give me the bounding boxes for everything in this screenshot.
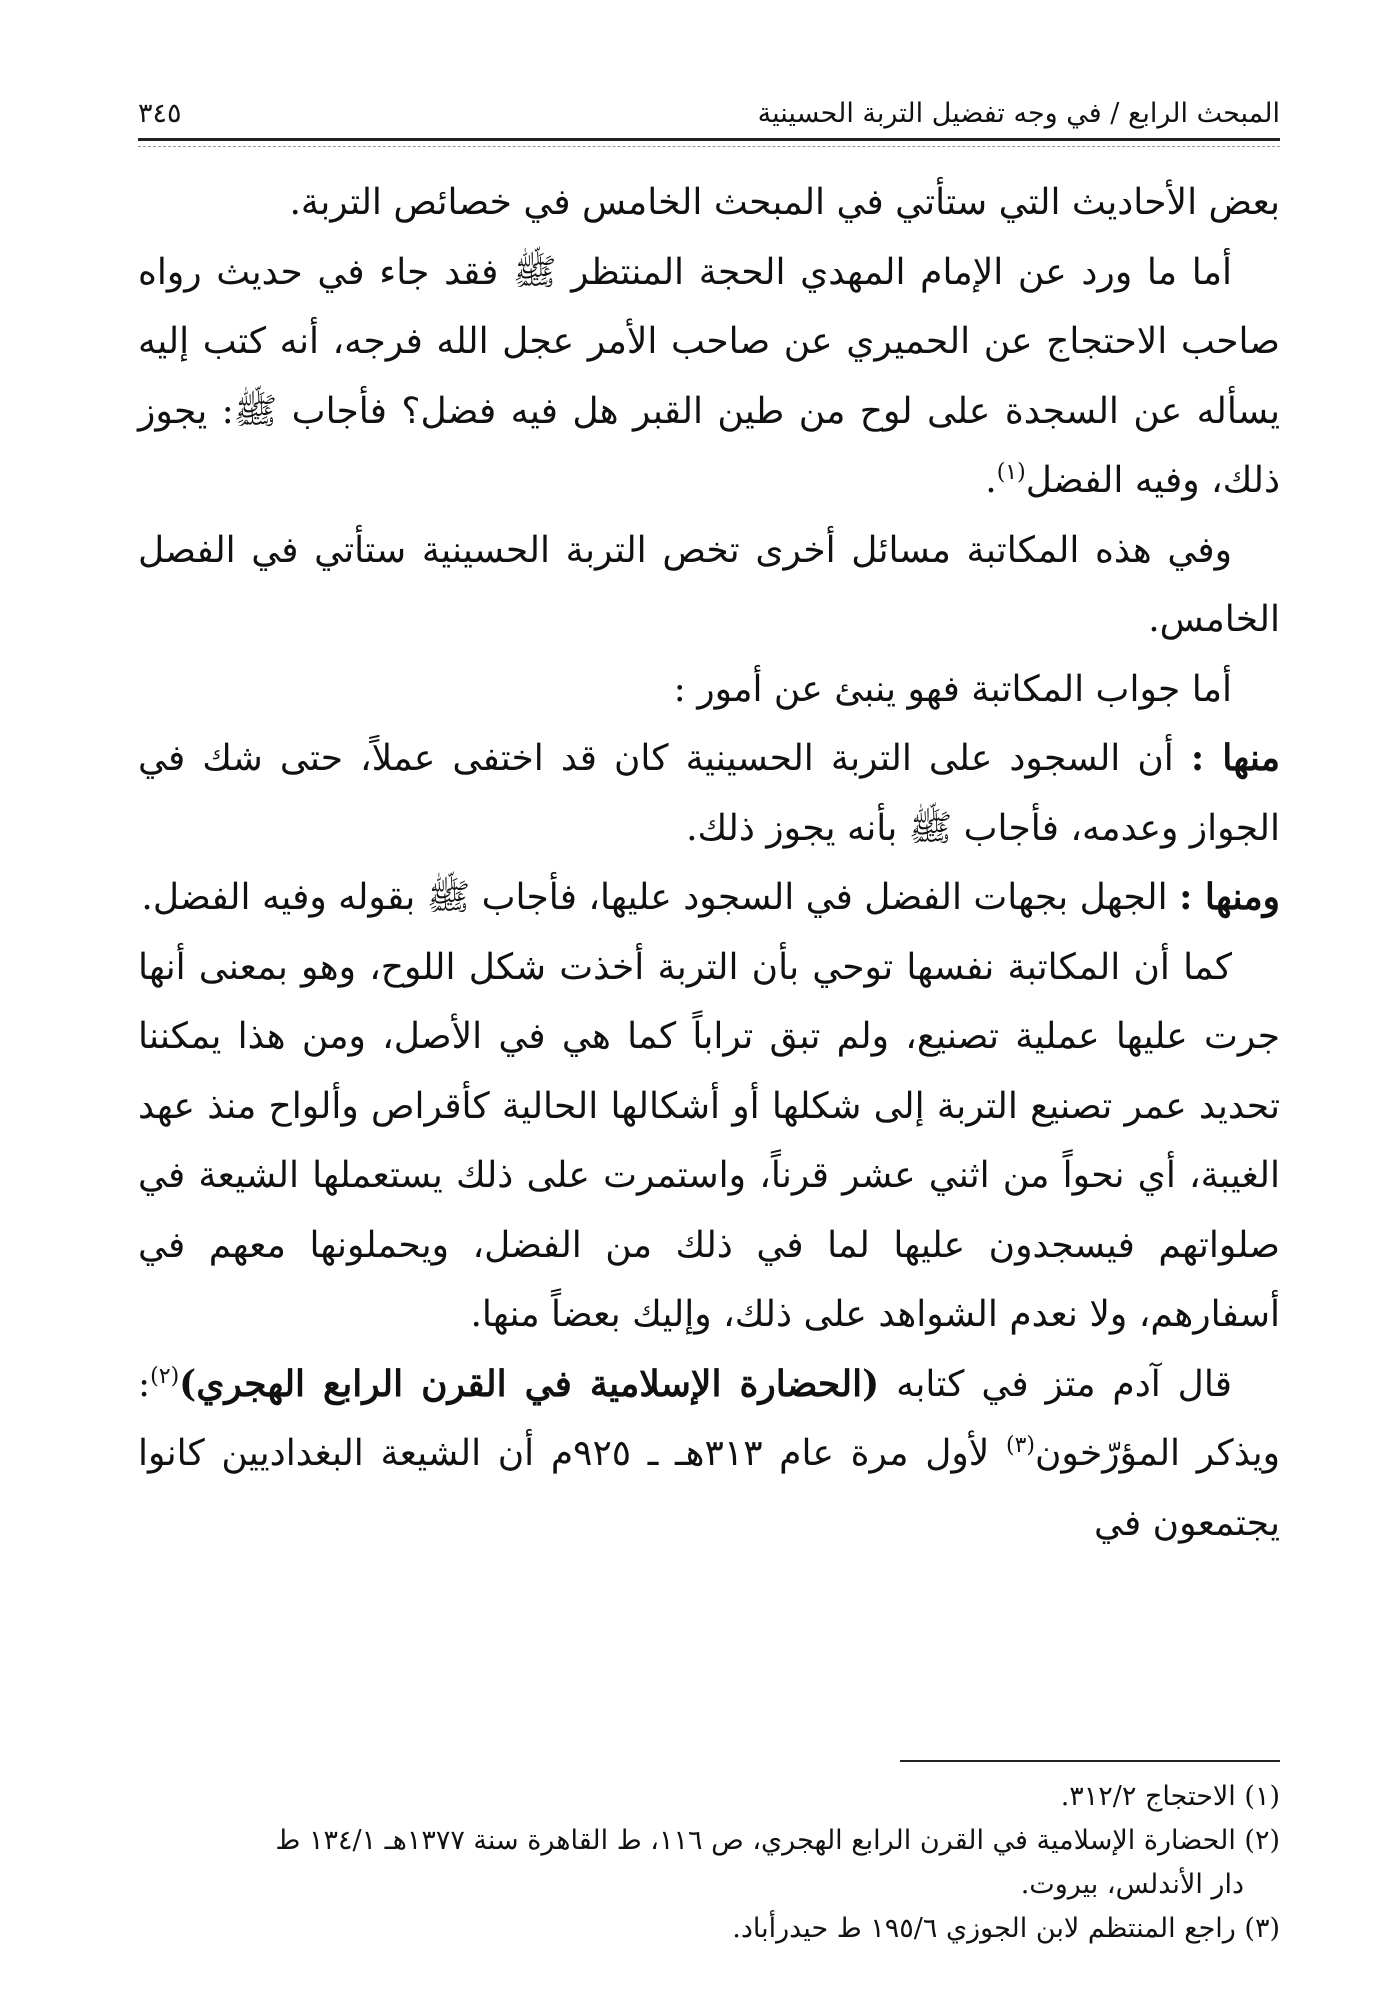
paragraph-6	[138, 863, 1280, 933]
paragraph-6-text: الجهل بجهات الفضل في السجود عليها، فأجاب ﷺ بقوله وفيه الفضل.	[141, 877, 1180, 918]
paragraph-4: أما جواب المكاتبة فهو ينبئ عن أمور :	[673, 668, 1232, 710]
paragraph-5-lead: منها :	[1190, 737, 1280, 779]
footnote-3: (٣) راجع المنتظم لابن الجوزي ١٩٥/٦ ط حيدرأباد.	[732, 1913, 1280, 1944]
footnote-2-continuation: دار الأندلس، بيروت.	[1020, 1869, 1244, 1900]
running-header	[138, 88, 1280, 134]
footnote-1: (١) الاحتجاج ٣١٢/٢.	[1060, 1781, 1280, 1812]
footnote-separator	[900, 1760, 1280, 1762]
paragraph-8-text-a: قال آدم متز في كتابه	[879, 1363, 1233, 1405]
footnotes	[138, 1775, 1280, 1951]
footnote-ref-1: (١)	[996, 460, 1026, 485]
paragraph-5	[138, 724, 1280, 863]
header-rule	[138, 138, 1280, 141]
paragraph-1: بعض الأحاديث التي ستأتي في المبحث الخامس في خصائص التربة.	[289, 182, 1280, 223]
footnote-ref-3: (٣)	[1005, 1433, 1035, 1458]
main-text	[138, 168, 1280, 1558]
header-rule-secondary	[138, 146, 1280, 147]
paragraph-2-text: أما ما ورد عن الإمام المهدي الحجة المنتظر ﷺ فقد جاء في حديث رواه صاحب الاحتجاج عن الحميري عن صاحب الأمر عجل الله فرجه، أنه كتب إليه يسأله عن السجدة على لوح من طين القبر هل فيه فضل؟ فأجاب ﷺ: يجوز ذلك، وفيه الفضل	[138, 251, 1280, 501]
footnote-2: (٢) الحضارة الإسلامية في القرن الرابع الهجري، ص ١١٦، ط القاهرة سنة ١٣٧٧هـ ١٣٤/١ ط	[275, 1825, 1280, 1856]
paragraph-3: وفي هذه المكاتبة مسائل أخرى تخص التربة الحسينية ستأتي في الفصل الخامس.	[138, 529, 1280, 640]
paragraph-2-end: .	[985, 460, 997, 501]
paragraph-8-text-b: : ويذكر المؤرّخون	[138, 1363, 1280, 1474]
paragraph-5-text: أن السجود على التربة الحسينية كان قد اختفى عملاً، حتى شك في الجواز وعدمه، فأجاب ﷺ بأنه يجوز ذلك.	[138, 738, 1280, 849]
paragraph-8	[138, 1350, 1280, 1559]
footnote-ref-2: (٢)	[150, 1363, 180, 1389]
paragraph-2	[138, 238, 1280, 516]
paragraph-8-text-c: لأول مرة عام ٣١٣هـ ـ ٩٢٥م أن الشيعة البغداديين كانوا يجتمعون في	[138, 1433, 1280, 1544]
page-number: ٣٤٥	[138, 98, 182, 129]
running-header-title: المبحث الرابع / في وجه تفضيل التربة الحسينية	[757, 98, 1280, 129]
paragraph-7: كما أن المكاتبة نفسها توحي بأن التربة أخذت شكل اللوح، وهو بمعنى أنها جرت عليها عملية تصنيع، ولم تبق تراباً كما هي في الأصل، ومن هذا يمكننا تحديد عمر تصنيع التربة إلى شكلها أو أشكالها الحالية كأقراص وألواح منذ عهد الغيبة، أي نحواً من اثني عشر قرناً، واستمرت على ذلك يستعملها الشيعة في صلواتهم فيسجدون عليها لما في ذلك من الفضل، ويحملونها معهم في أسفارهم، ولا نعدم الشواهد على ذلك، وإليك بعضاً منها.	[138, 946, 1280, 1335]
book-title: (الحضارة الإسلامية في القرن الرابع الهجري)	[179, 1362, 880, 1405]
paragraph-6-lead: ومنها :	[1179, 876, 1280, 918]
